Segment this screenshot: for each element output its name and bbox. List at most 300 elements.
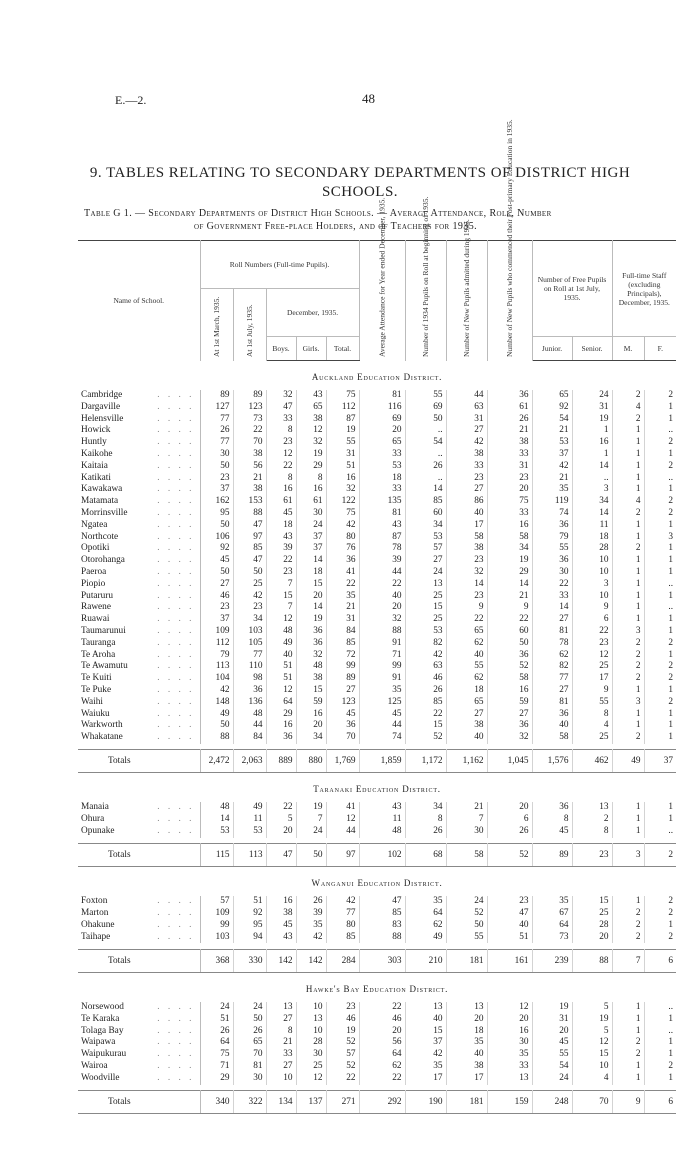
table-cell: 122: [326, 496, 359, 508]
school-name: Helensville: [81, 413, 124, 424]
table-cell: 13: [572, 802, 612, 814]
table-cell: 20: [296, 591, 326, 603]
table-cell: 103: [233, 626, 266, 638]
table-cell: 29: [487, 567, 532, 579]
school-name-cell: [78, 802, 200, 814]
leader-dots: . . . .: [157, 673, 195, 684]
table-cell: 123: [326, 697, 359, 709]
leader-dots: . . . .: [157, 590, 195, 601]
table-row: [78, 520, 676, 532]
table-cell: 1: [612, 449, 644, 461]
table-cell: 21: [487, 425, 532, 437]
table-cell: 1: [668, 566, 674, 577]
totals-cell: 1,172: [405, 750, 446, 773]
school-name: Marton: [81, 908, 109, 919]
table-cell: 21: [487, 591, 532, 603]
table-cell: 1: [668, 401, 674, 412]
district-heading: Hawke's Bay Education District.: [305, 983, 449, 994]
table-cell: 19: [296, 614, 326, 626]
table-cell: 65: [446, 697, 487, 709]
table-cell: 50: [200, 720, 233, 732]
table-cell: ..: [668, 602, 674, 613]
table-cell: 1: [612, 567, 644, 579]
table-cell: 62: [446, 673, 487, 685]
table-cell: 62: [446, 638, 487, 650]
totals-cell: 1,045: [487, 750, 532, 773]
totals-cell: 1,859: [359, 750, 405, 773]
table-cell: 2: [668, 390, 674, 400]
table-cell: 88: [233, 508, 266, 520]
table-cell: 40: [446, 508, 487, 520]
table-cell: 24: [233, 1002, 266, 1014]
table-cell: 38: [233, 484, 266, 496]
table-cell: 35: [446, 1037, 487, 1049]
table-cell: 57: [326, 1049, 359, 1061]
school-name-cell: [78, 673, 200, 685]
table-cell: 34: [233, 614, 266, 626]
table-cell: 41: [326, 567, 359, 579]
table-cell: 19: [572, 1014, 612, 1026]
table-cell: 51: [487, 932, 532, 944]
header-boys: Boys.: [266, 337, 296, 361]
table-cell: 15: [572, 896, 612, 908]
table-cell: 116: [359, 402, 405, 414]
table-cell: 2: [668, 437, 674, 448]
table-cell: ..: [668, 578, 674, 589]
school-name-cell: [78, 602, 200, 614]
leader-dots: . . . .: [157, 802, 195, 813]
table-cell: 2: [668, 931, 674, 942]
table-cell: 19: [572, 414, 612, 426]
district-heading: Auckland Education District.: [311, 372, 443, 382]
table-cell: 20: [266, 826, 296, 838]
table-cell: 82: [532, 661, 572, 673]
table-cell: 42: [200, 685, 233, 697]
table-cell: 16: [296, 709, 326, 721]
header-male: M.: [612, 337, 644, 361]
table-cell: 40: [359, 591, 405, 603]
leader-dots: . . . .: [157, 578, 195, 589]
table-cell: 13: [266, 1002, 296, 1014]
table-cell: 14: [200, 814, 233, 826]
table-cell: 18: [296, 567, 326, 579]
header-post-primary: Number of New Pupils who commenced their Post-primary Education in 1935.: [487, 241, 532, 361]
table-cell: 83: [359, 920, 405, 932]
table-row: [78, 543, 676, 555]
table-cell: 23: [326, 1002, 359, 1014]
totals-cell: 330: [233, 949, 266, 972]
table-row: [78, 1061, 676, 1073]
table-cell: 29: [296, 461, 326, 473]
table-cell: 104: [200, 673, 233, 685]
table-cell: 7: [266, 579, 296, 591]
school-name-cell: [78, 908, 200, 920]
table-cell: 45: [266, 508, 296, 520]
school-name-cell: [78, 484, 200, 496]
table-cell: 92: [532, 402, 572, 414]
table-cell: 15: [296, 579, 326, 591]
table-row: [78, 661, 676, 673]
school-name-cell: [78, 473, 200, 485]
table-cell: 4: [612, 496, 644, 508]
table-cell: 87: [359, 532, 405, 544]
table-cell: 103: [200, 932, 233, 944]
school-name-cell: [78, 638, 200, 650]
table-cell: 43: [359, 520, 405, 532]
table-cell: 23: [446, 591, 487, 603]
totals-cell: 880: [296, 750, 326, 773]
table-cell: 14: [572, 461, 612, 473]
table-cell: 1: [668, 413, 674, 424]
table-cell: 33: [359, 484, 405, 496]
school-name: Ngatea: [81, 519, 108, 530]
table-cell: 73: [233, 414, 266, 426]
table-cell: 1: [668, 919, 674, 930]
table-cell: 62: [532, 650, 572, 662]
table-cell: 85: [359, 908, 405, 920]
table-cell: 2: [612, 908, 644, 920]
table-cell: 37: [296, 532, 326, 544]
table-cell: 1: [612, 802, 644, 814]
school-name-cell: [78, 414, 200, 426]
leader-dots: . . . .: [157, 1060, 195, 1071]
table-cell: 22: [359, 1073, 405, 1085]
table-cell: 55: [532, 543, 572, 555]
table-cell: 34: [487, 543, 532, 555]
table-cell: 57: [405, 543, 446, 555]
totals-cell: 181: [446, 949, 487, 972]
table-cell: 47: [487, 908, 532, 920]
table-cell: 60: [405, 508, 446, 520]
table-cell: 3: [612, 626, 644, 638]
table-cell: 35: [532, 484, 572, 496]
table-cell: 47: [359, 896, 405, 908]
table-cell: 56: [359, 1037, 405, 1049]
totals-cell: 2: [644, 844, 676, 867]
leader-dots: . . . .: [157, 1025, 195, 1036]
table-cell: 1: [668, 684, 674, 695]
table-caption-line1: Table G 1. — Secondary Departments of District High Schools. — Average Attendance, Roll, Number: [84, 208, 552, 219]
table-cell: 32: [446, 567, 487, 579]
table-cell: 26: [233, 1026, 266, 1038]
table-cell: 42: [405, 650, 446, 662]
table-cell: 1: [612, 461, 644, 473]
table-cell: 81: [532, 697, 572, 709]
table-cell: 17: [446, 1073, 487, 1085]
table-cell: 17: [446, 520, 487, 532]
totals-cell: 6: [644, 949, 676, 972]
table-cell: 43: [266, 532, 296, 544]
table-cell: 22: [572, 626, 612, 638]
table-cell: 48: [266, 626, 296, 638]
table-cell: 46: [200, 591, 233, 603]
table-cell: 9: [572, 602, 612, 614]
table-cell: 64: [532, 920, 572, 932]
table-cell: 20: [572, 932, 612, 944]
table-cell: 28: [572, 920, 612, 932]
table-cell: 52: [326, 1061, 359, 1073]
table-cell: 2: [612, 650, 644, 662]
table-cell: 78: [532, 638, 572, 650]
header-total: Total.: [326, 337, 359, 361]
table-cell: 52: [326, 1037, 359, 1049]
leader-dots: . . . .: [157, 602, 195, 613]
table-cell: 48: [233, 709, 266, 721]
table-cell: 26: [296, 896, 326, 908]
table-cell: 51: [200, 1014, 233, 1026]
table-cell: 22: [487, 614, 532, 626]
table-cell: 16: [487, 520, 532, 532]
table-cell: 4: [612, 402, 644, 414]
table-cell: 48: [200, 802, 233, 814]
leader-dots: . . . .: [157, 931, 195, 942]
table-cell: 22: [359, 1002, 405, 1014]
table-row: [78, 908, 676, 920]
table-cell: 99: [200, 920, 233, 932]
table-cell: 1: [612, 437, 644, 449]
table-cell: 61: [296, 496, 326, 508]
table-cell: 88: [359, 932, 405, 944]
school-name: Norsewood: [81, 1001, 124, 1012]
leader-dots: . . . .: [157, 896, 195, 907]
table-cell: 1: [668, 649, 674, 660]
table-cell: 26: [405, 826, 446, 838]
school-name: Northcote: [81, 531, 119, 542]
school-name: Rawene: [81, 602, 111, 613]
table-cell: 37: [200, 484, 233, 496]
table-row: [78, 673, 676, 685]
table-row: [78, 1002, 676, 1014]
table-row: [78, 555, 676, 567]
table-cell: 98: [233, 673, 266, 685]
table-cell: 1: [668, 543, 674, 554]
table-cell: 2: [612, 414, 644, 426]
table-cell: 42: [532, 461, 572, 473]
table-cell: 1: [668, 1013, 674, 1024]
table-cell: 33: [446, 461, 487, 473]
table-cell: 15: [266, 591, 296, 603]
table-cell: 47: [266, 402, 296, 414]
table-cell: 2: [612, 1049, 644, 1061]
school-name: Foxton: [81, 896, 108, 907]
table-cell: 1: [612, 484, 644, 496]
table-cell: 54: [532, 414, 572, 426]
table-cell: 44: [446, 390, 487, 402]
table-cell: 21: [532, 473, 572, 485]
table-cell: 14: [405, 484, 446, 496]
table-cell: 36: [487, 720, 532, 732]
table-cell: 64: [359, 1049, 405, 1061]
table-cell: 91: [359, 638, 405, 650]
table-cell: 32: [359, 614, 405, 626]
table-cell: 28: [572, 543, 612, 555]
school-name-cell: [78, 1014, 200, 1026]
table-cell: 42: [296, 932, 326, 944]
school-name-cell: [78, 732, 200, 744]
table-cell: 36: [487, 650, 532, 662]
table-cell: 2: [668, 908, 674, 919]
table-cell: 1: [612, 896, 644, 908]
table-cell: 33: [359, 449, 405, 461]
table-cell: 54: [532, 1061, 572, 1073]
school-name-cell: [78, 449, 200, 461]
table-cell: 77: [233, 650, 266, 662]
totals-cell: 462: [572, 750, 612, 773]
table-cell: 12: [266, 614, 296, 626]
school-name-cell: [78, 1037, 200, 1049]
table-cell: 37: [200, 614, 233, 626]
table-cell: 24: [572, 390, 612, 402]
table-cell: 33: [487, 1061, 532, 1073]
table-row: [78, 532, 676, 544]
table-cell: 23: [266, 567, 296, 579]
table-cell: 1: [612, 602, 644, 614]
table-cell: 58: [487, 673, 532, 685]
table-cell: 5: [572, 1002, 612, 1014]
table-cell: 1: [572, 449, 612, 461]
table-cell: 4: [572, 1073, 612, 1085]
school-name: Waipawa: [81, 1037, 116, 1048]
table-cell: 26: [487, 826, 532, 838]
school-name-cell: [78, 1002, 200, 1014]
table-cell: 42: [326, 896, 359, 908]
table-cell: 75: [200, 1049, 233, 1061]
table-cell: 2: [572, 814, 612, 826]
table-cell: 1: [612, 425, 644, 437]
table-cell: 8: [266, 1026, 296, 1038]
table-cell: 50: [233, 1014, 266, 1026]
table-row: [78, 697, 676, 709]
table-cell: 8: [296, 473, 326, 485]
school-name-cell: [78, 591, 200, 603]
table-cell: 77: [200, 414, 233, 426]
table-cell: 15: [405, 1026, 446, 1038]
table-cell: 1: [612, 1002, 644, 1014]
page-title: 9. TABLES RELATING TO SECONDARY DEPARTMENTS OF DISTRICT HIGH SCHOOLS.: [89, 165, 631, 200]
table-cell: 49: [266, 638, 296, 650]
header-roll: Roll Numbers (Full-time Pupils).: [200, 241, 359, 289]
school-name: Ohura: [81, 814, 105, 825]
table-cell: 81: [359, 508, 405, 520]
table-cell: 9: [446, 602, 487, 614]
leader-dots: . . . .: [157, 1072, 195, 1083]
table-cell: 18: [446, 685, 487, 697]
totals-cell: 58: [446, 844, 487, 867]
table-cell: 65: [296, 402, 326, 414]
table-cell: 21: [532, 425, 572, 437]
school-name-cell: [78, 697, 200, 709]
table-cell: 8: [405, 814, 446, 826]
table-cell: ..: [668, 1025, 674, 1036]
table-cell: ..: [668, 826, 674, 836]
table-cell: 18: [446, 1026, 487, 1038]
table-cell: 2: [612, 920, 644, 932]
table-cell: 9: [487, 602, 532, 614]
table-cell: 69: [405, 402, 446, 414]
table-cell: 35: [405, 896, 446, 908]
table-cell: 74: [532, 508, 572, 520]
table-cell: 1: [612, 1014, 644, 1026]
table-cell: 55: [572, 697, 612, 709]
table-cell: 20: [296, 720, 326, 732]
table-cell: 6: [487, 814, 532, 826]
table-cell: 79: [200, 650, 233, 662]
table-cell: 27: [266, 1014, 296, 1026]
table-row: [78, 732, 676, 744]
table-cell: 38: [446, 543, 487, 555]
school-name-cell: [78, 543, 200, 555]
school-name: Opunake: [81, 826, 115, 836]
table-cell: 53: [359, 461, 405, 473]
totals-cell: 70: [572, 1091, 612, 1114]
table-cell: 34: [572, 496, 612, 508]
table-cell: 1: [668, 732, 674, 743]
school-name: Te Puke: [81, 684, 112, 695]
table-cell: 70: [233, 1049, 266, 1061]
table-cell: 62: [359, 1061, 405, 1073]
table-cell: 8: [572, 709, 612, 721]
table-cell: 22: [326, 579, 359, 591]
school-name-cell: [78, 1026, 200, 1038]
table-cell: 31: [572, 402, 612, 414]
table-cell: 84: [233, 732, 266, 744]
table-cell: 56: [233, 461, 266, 473]
table-cell: 26: [487, 414, 532, 426]
table-cell: 1: [668, 614, 674, 625]
page-number: 48: [362, 91, 375, 106]
school-name: Opotiki: [81, 543, 110, 554]
school-name-cell: [78, 685, 200, 697]
totals-row: [78, 949, 676, 972]
school-name: Waihi: [81, 696, 103, 707]
table-cell: 23: [446, 473, 487, 485]
table-cell: 30: [296, 508, 326, 520]
table-cell: 2: [612, 732, 644, 744]
table-cell: 8: [266, 425, 296, 437]
table-cell: 24: [296, 826, 326, 838]
district-heading-row: [78, 361, 676, 391]
table-cell: 52: [405, 732, 446, 744]
totals-cell: 142: [266, 949, 296, 972]
table-cell: 70: [233, 437, 266, 449]
table-cell: 40: [446, 1049, 487, 1061]
table-cell: 119: [532, 496, 572, 508]
table-cell: 25: [405, 591, 446, 603]
table-cell: 36: [326, 720, 359, 732]
school-name: Ohakune: [81, 919, 115, 930]
table-cell: 109: [200, 626, 233, 638]
table-cell: 34: [405, 802, 446, 814]
table-cell: 38: [446, 720, 487, 732]
totals-cell: 271: [326, 1091, 359, 1114]
table-cell: 38: [266, 908, 296, 920]
totals-cell: 68: [405, 844, 446, 867]
school-name: Kawakawa: [81, 484, 123, 495]
table-cell: 10: [572, 591, 612, 603]
table-cell: 53: [532, 437, 572, 449]
table-row: [78, 425, 676, 437]
table-cell: 92: [200, 543, 233, 555]
table-cell: 37: [532, 449, 572, 461]
totals-cell: 52: [487, 844, 532, 867]
table-cell: 52: [487, 661, 532, 673]
table-cell: 2: [612, 638, 644, 650]
leader-dots: . . . .: [157, 390, 195, 400]
table-row: [78, 449, 676, 461]
totals-cell: 1,769: [326, 750, 359, 773]
header-december: December, 1935.: [266, 289, 359, 337]
school-name-cell: [78, 496, 200, 508]
